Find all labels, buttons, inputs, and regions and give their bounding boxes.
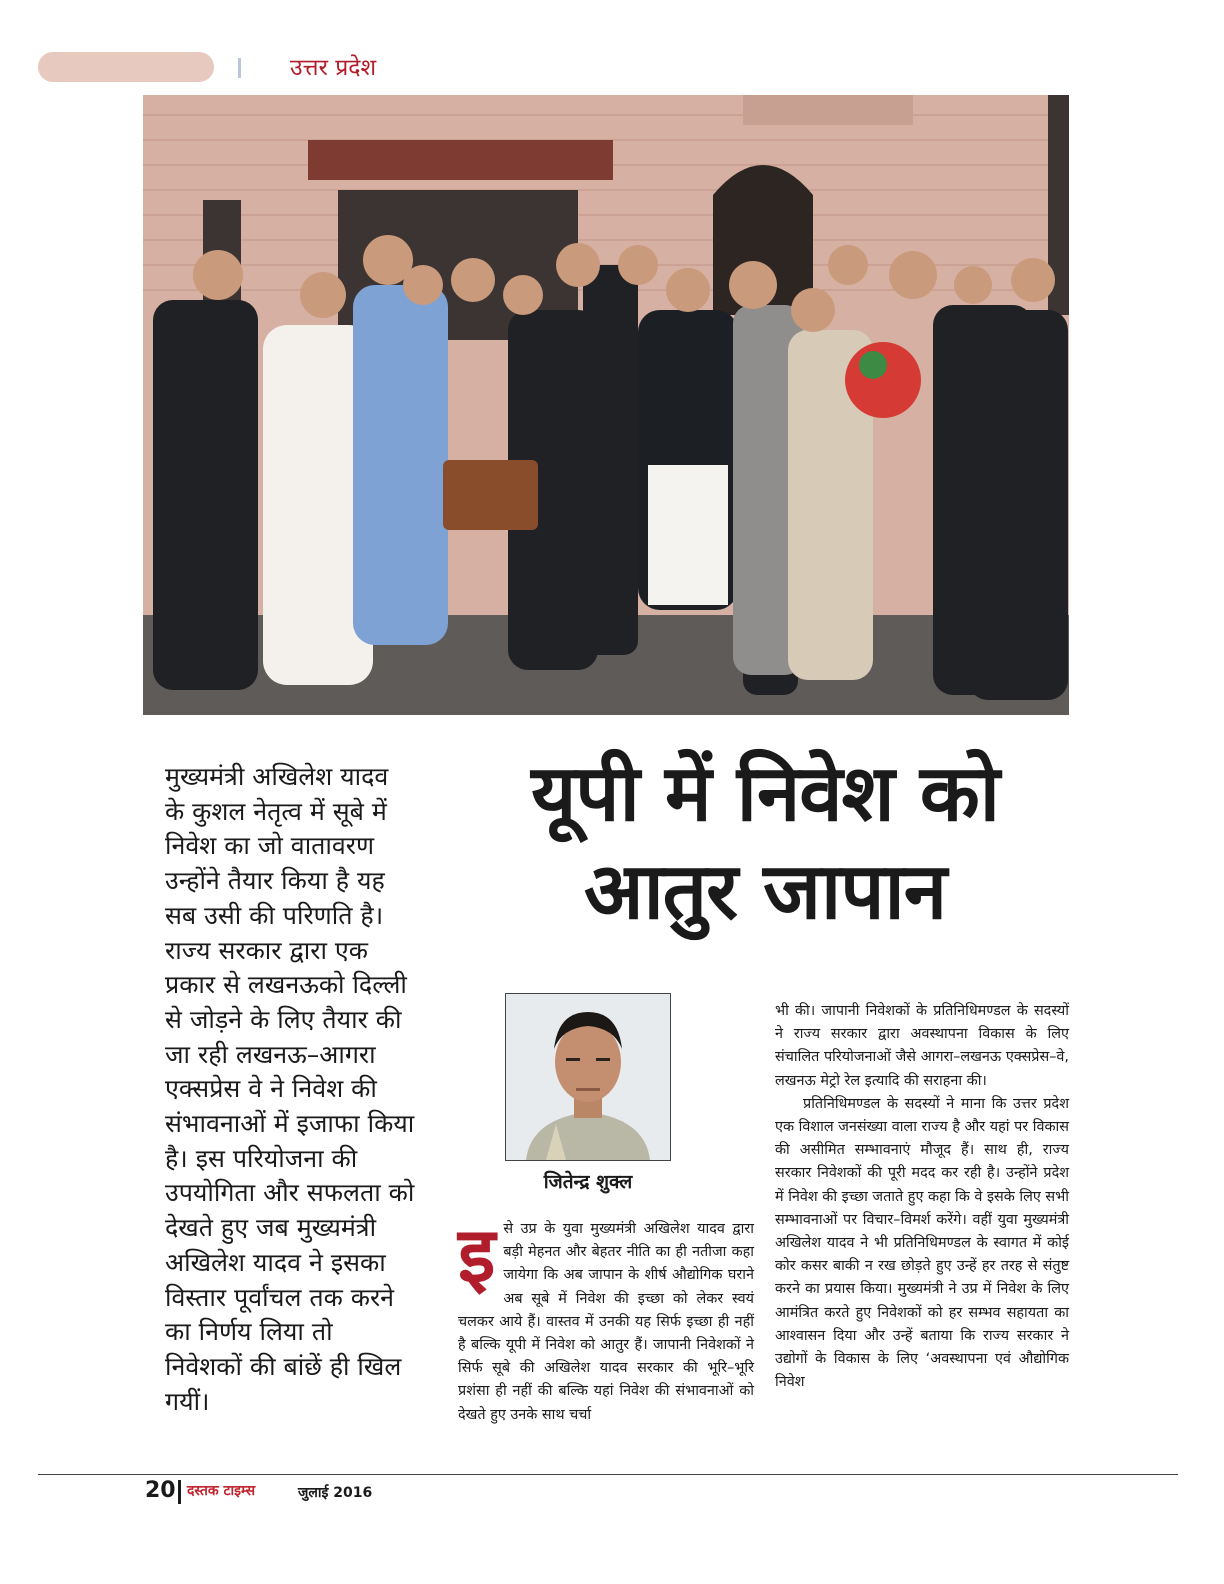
author-portrait-image — [506, 994, 670, 1160]
article-paragraph: प्रतिनिधिमण्डल के सदस्यों ने माना कि उत्तर प्रदेश एक विशाल जनसंख्या वाला राज्य है और यहां पर विकास की असीमित सम्भावनाएं मौजूद हैं। साथ ही, राज्य सरकार निवेशकों की पूरी मदद कर रही है। उन्होंने प्रदेश में निवेश की इच्छा जताते हुए कहा कि वे इसके लिए सभी सम्भावनाओं पर विचार–विमर्श करेंगे। वहीं युवा मुख्यमंत्री अखिलेश यादव ने भी प्रतिनिधिमण्डल के स्वागत में कोई कोर कसर बाकी न रख छोड़ते हुए उन्हें हर तरह से संतुष्ट करने का प्रयास किया। मुख्यमंत्री ने उप्र में निवेश के लिए आमंत्रित करते हुए निवेशकों को हर सम्भव सहायता का आश्वासन दिया और उन्हें बताया कि राज्य सरकार ने उद्योगों के विकास के लिए ‘अवस्थापना एवं औद्योगिक निवेश — [775, 1095, 1069, 1391]
headline-line-2: आतुर जापान — [583, 847, 947, 937]
author-photo — [505, 993, 671, 1161]
drop-cap: इ — [458, 1210, 496, 1299]
section-title: उत्तर प्रदेश — [290, 55, 377, 81]
footer-separator — [178, 1480, 181, 1504]
footer-divider — [38, 1474, 1178, 1475]
group-photo — [143, 95, 1069, 715]
page-number: 20 — [145, 1478, 176, 1503]
header-pill-decoration — [38, 52, 214, 82]
article-column-1 — [458, 1210, 754, 1427]
issue-date: जुलाई 2016 — [298, 1485, 373, 1501]
magazine-logo: दस्तक टाइम्स — [187, 1483, 256, 1499]
headline-line-1: यूपी में निवेश को — [531, 749, 999, 839]
author-name: जितेन्द्र शुक्ल — [543, 1171, 633, 1193]
article-paragraph: भी की। जापानी निवेशकों के प्रतिनिधिमण्डल के सदस्यों ने राज्य सरकार द्वारा अवस्थापना विकास के लिए संचालित परियोजनाओं जैसे आगरा–लखनऊ एक्सप्रेस–वे, लखनऊ मेट्रो रेल इत्यादि की सराहना की। — [775, 1003, 1069, 1089]
header-separator — [238, 58, 241, 78]
article-column-2 — [775, 1000, 1069, 1394]
pull-quote: मुख्यमंत्री अखिलेश यादव के कुशल नेतृत्व में सूबे में निवेश का जो वातावरण उन्होंने तैयार किया है यह सब उसी की परिणति है। राज्य सरकार द्वारा एक प्रकार से लखनऊको दिल्ली से जोड़ने के लिए तैयार की जा रही लखनऊ–आगरा एक्सप्रेस वे ने निवेश की संभावनाओं में इजाफा किया है। इस परियोजना की उपयोगिता और सफलता को देखते हुए जब मुख्यमंत्री अखिलेश यादव ने इसका विस्तार पूर्वांचल तक करने का निर्णय लिया तो निवेशकों की बांछें ही खिल गयीं। — [165, 762, 415, 1416]
article-paragraph: से उप्र के युवा मुख्यमंत्री अखिलेश यादव द्वारा बड़ी मेहनत और बेहतर नीति का ही नतीजा कहा जायेगा कि अब जापान के शीर्ष औद्योगिक घराने अब सूबे में निवेश की इच्छा को लेकर स्वयं चलकर आये हैं। वास्तव में उनकी यह सिर्फ इच्छा ही नहीं है बल्कि यूपी में निवेश को आतुर हैं। जापानी निवेशकों ने सिर्फ सूबे की अखिलेश यादव सरकार की भूरि–भूरि प्रशंसा ही नहीं की बल्कि यहां निवेश की संभावनाओं को देखते हुए उनके साथ चर्चा — [458, 1221, 754, 1423]
article-headline — [460, 745, 1070, 941]
group-photo-image — [143, 95, 1069, 715]
